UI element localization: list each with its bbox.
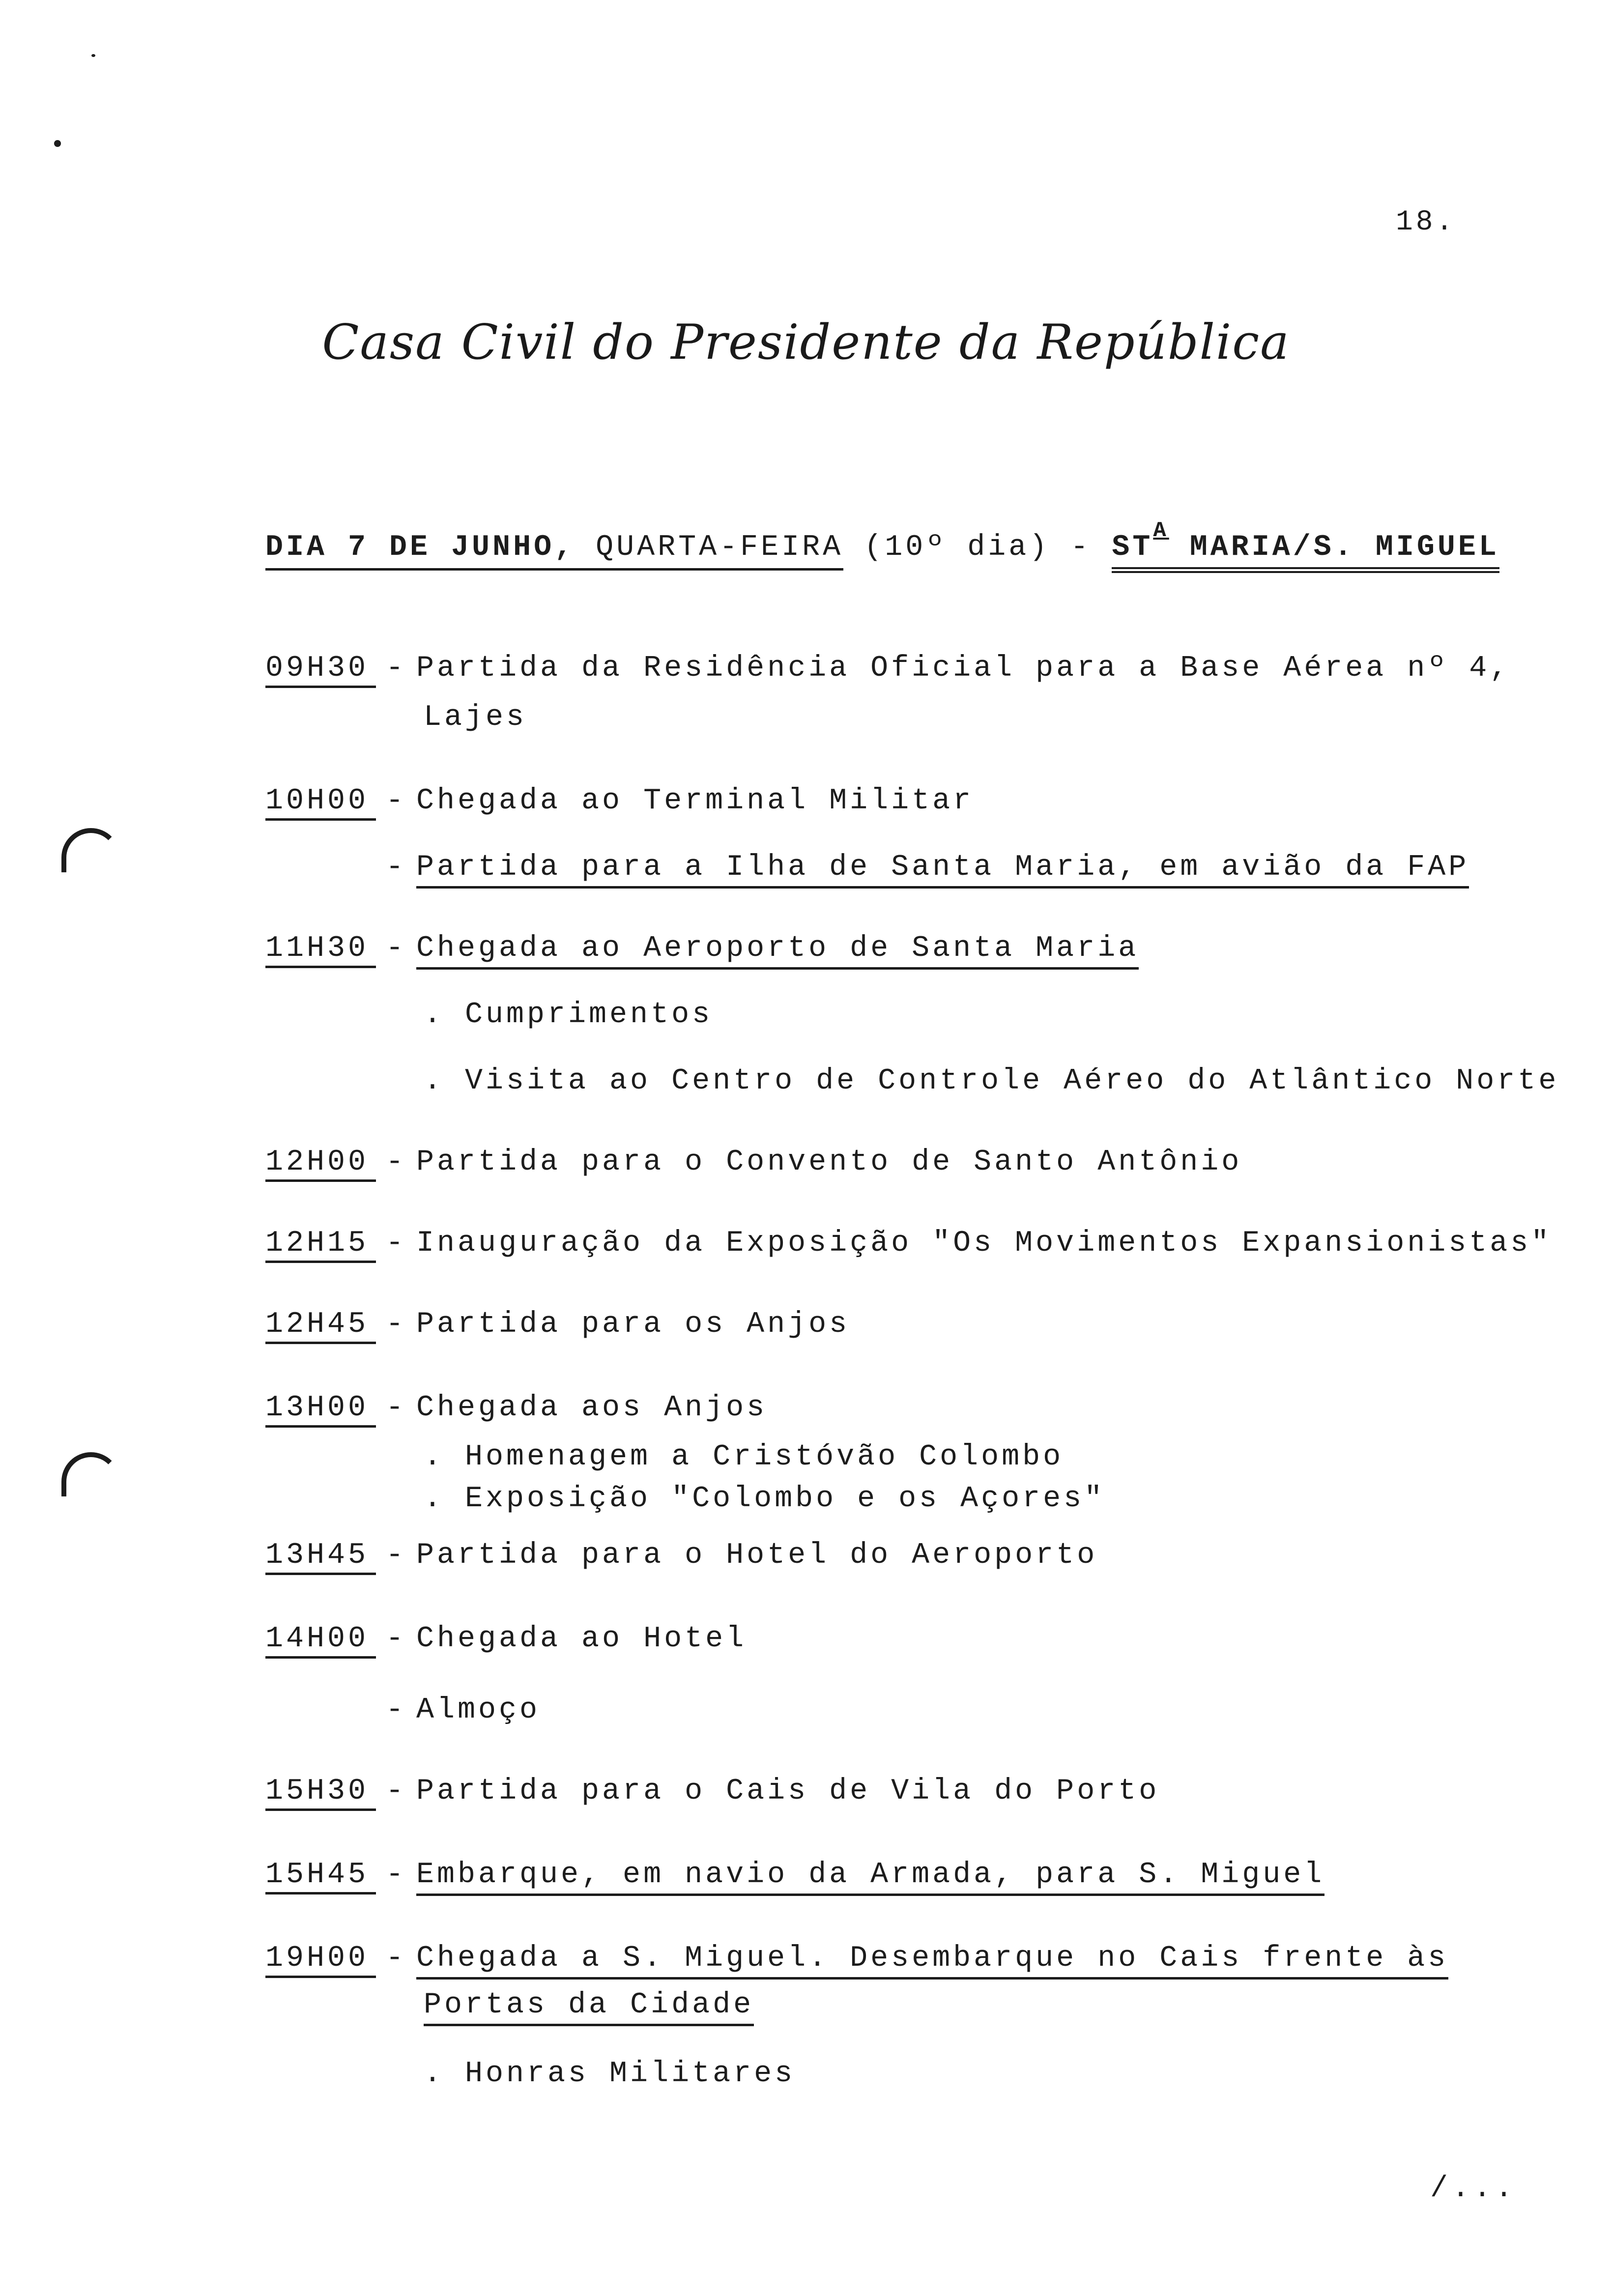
schedule-row (265, 1138, 1242, 1187)
heading-place (1112, 518, 1499, 573)
dash: - (385, 784, 406, 818)
continuation-mark: /... (1430, 2172, 1517, 2206)
schedule-time: 10H00 (265, 784, 376, 821)
page-number: 18. (1396, 206, 1456, 238)
schedule-text: Partida para os Anjos (416, 1308, 850, 1341)
schedule-text-continued-underlined: Portas da Cidade (424, 1988, 754, 2026)
schedule-time: 12H00 (265, 1145, 376, 1182)
schedule-time: 12H15 (265, 1226, 376, 1263)
heading-place-superscript: A (1153, 518, 1169, 543)
margin-speck-top (91, 54, 95, 57)
heading-separator: - (1070, 531, 1092, 564)
schedule-text: Partida para o Hotel do Aeroporto (416, 1539, 1098, 1572)
heading-day-count: (10º dia) (864, 531, 1050, 564)
schedule-row (265, 1300, 850, 1349)
schedule-time: 15H45 (265, 1858, 376, 1894)
schedule-time: 19H00 (265, 1941, 376, 1978)
schedule-text: Almoço (416, 1693, 541, 1727)
dash: - (385, 1775, 406, 1808)
schedule-text: Partida para o Cais de Vila do Porto (416, 1775, 1160, 1808)
schedule-bullet: . Cumprimentos (424, 998, 713, 1032)
schedule-text: Chegada ao Terminal Militar (416, 784, 974, 818)
schedule-row (265, 1934, 1448, 1983)
schedule-row (265, 644, 1510, 693)
schedule-bullet: . Honras Militares (424, 2057, 796, 2091)
dash: - (385, 1858, 406, 1892)
dash: - (385, 1391, 406, 1425)
schedule-time: 12H45 (265, 1307, 376, 1344)
schedule-bullet: . Exposição "Colombo e os Açores" (424, 1482, 1105, 1516)
schedule-time: 13H45 (265, 1538, 376, 1575)
schedule-bullet: . Visita ao Centro de Controle Aéreo do Atlântico Norte (424, 1064, 1559, 1098)
schedule-time: 15H30 (265, 1774, 376, 1811)
schedule-text-continued: Lajes (424, 701, 527, 734)
schedule-text: Partida da Residência Oficial para a Base Aérea nº 4, (416, 652, 1511, 685)
schedule-time: 13H00 (265, 1391, 376, 1428)
heading-date: DIA 7 DE JUNHO, (265, 531, 576, 564)
schedule-text: Inauguração da Exposição "Os Movimentos Expansionistas" (416, 1227, 1552, 1260)
schedule-text: Chegada a S. Miguel. Desembarque no Cais frente às (416, 1942, 1448, 1980)
dash: - (385, 932, 406, 965)
schedule-text: Partida para o Convento de Santo Antônio (416, 1146, 1242, 1179)
margin-speck (54, 140, 61, 147)
schedule-text: Embarque, em navio da Armada, para S. Miguel (416, 1858, 1324, 1896)
schedule-row (265, 843, 1469, 892)
dash: - (385, 851, 406, 884)
schedule-bullet: . Homenagem a Cristóvão Colombo (424, 1440, 1064, 1474)
schedule-time: 09H30 (265, 651, 376, 688)
dash: - (385, 1227, 406, 1260)
schedule-row (265, 1686, 540, 1735)
dash: - (385, 1693, 406, 1727)
heading-place-prefix: ST (1112, 531, 1153, 564)
binder-hole-mark-upper (61, 828, 120, 872)
schedule-text-continued (424, 1980, 754, 2030)
binder-hole-mark-lower (61, 1452, 120, 1496)
dash: - (385, 1942, 406, 1975)
schedule-text: Chegada aos Anjos (416, 1391, 768, 1425)
schedule-row (265, 1383, 767, 1433)
schedule-text: Chegada ao Aeroporto de Santa Maria (416, 932, 1139, 970)
dash: - (385, 1622, 406, 1656)
dash: - (385, 1308, 406, 1341)
dash: - (385, 1146, 406, 1179)
schedule-row (265, 1219, 1552, 1268)
day-heading (265, 518, 1499, 564)
dash: - (385, 1539, 406, 1572)
heading-weekday: QUARTA-FEIRA (596, 531, 844, 564)
schedule-row (265, 1767, 1159, 1816)
schedule-row (265, 1614, 747, 1664)
schedule-row (265, 1850, 1324, 1899)
schedule-row (265, 924, 1139, 973)
heading-date-underlined (265, 531, 843, 571)
schedule-text: Chegada ao Hotel (416, 1622, 747, 1656)
heading-place-rest: MARIA/S. MIGUEL (1189, 531, 1499, 564)
schedule-time: 14H00 (265, 1622, 376, 1659)
schedule-row (265, 776, 974, 826)
schedule-row (265, 1531, 1097, 1580)
schedule-time: 11H30 (265, 931, 376, 968)
dash: - (385, 652, 406, 685)
schedule-text: Partida para a Ilha de Santa Maria, em avião da FAP (416, 851, 1469, 889)
letterhead: Casa Civil do Presidente da República (322, 315, 1290, 371)
